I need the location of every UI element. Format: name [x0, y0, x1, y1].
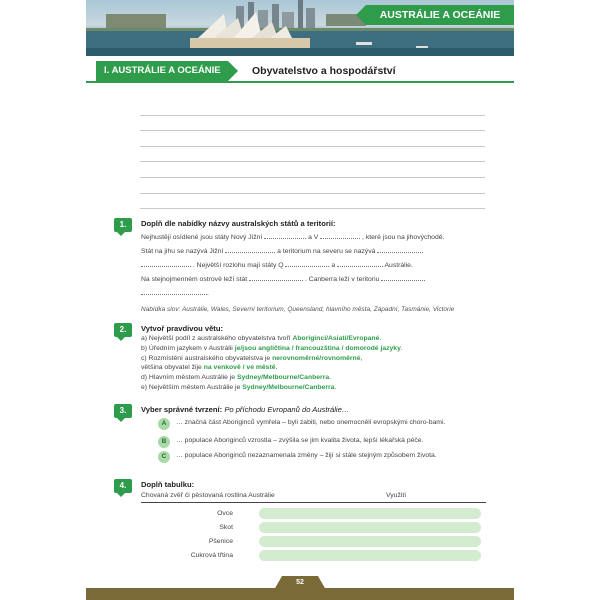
ex2-punct: . — [379, 335, 382, 342]
table-row — [141, 550, 486, 562]
ex2-punct: . — [334, 383, 337, 391]
blank-field[interactable] — [381, 274, 425, 281]
blank-field[interactable] — [377, 246, 423, 253]
exercise-4-number: 4. — [114, 479, 132, 493]
ex2-punct: . — [329, 374, 332, 382]
option-a[interactable] — [158, 418, 488, 434]
header-banner — [86, 0, 514, 56]
section-header — [86, 61, 514, 81]
table-col-crop: Chovaná zvěř či pěstovaná rostlina Austrálie — [141, 492, 275, 499]
choice-b[interactable]: je/jsou angličtina / francouzština / domorodé jazyky — [234, 344, 401, 352]
blank-field[interactable] — [225, 246, 275, 253]
table-row — [141, 522, 486, 534]
blank-field[interactable] — [320, 232, 360, 239]
ex1-text: a V — [308, 234, 319, 241]
row-label: Pšenice — [208, 538, 233, 545]
answer-field[interactable] — [259, 508, 481, 519]
ex2-c2-text: většina obyvatel žije — [141, 364, 204, 372]
ex2-punct: . — [275, 364, 278, 372]
ex1-text: Nejhustěji osídlené jsou státy Nový Jižní — [141, 234, 263, 241]
answer-field[interactable] — [259, 550, 481, 561]
section-title: Obyvatelstvo a hospodářství — [252, 65, 396, 77]
option-b-text: … populace Aboriginců vzrostla – zvýšila se jim kvalita života, lepší lékařská péče. — [176, 437, 424, 444]
word-offer-text: Austrálie, Wales, Severní teritorium, Queensland, hlavního města, Západní, Tasmánie, Victorie — [181, 306, 455, 313]
ex2-c-text: c) Rozmístění australského obyvatelstva je — [141, 354, 273, 362]
section-tag: I. AUSTRÁLIE A OCEÁNIE — [96, 61, 228, 81]
ex1-text: . Největší rozlohu mají státy Q — [192, 262, 284, 269]
word-offer — [141, 305, 486, 315]
exercise-1-number: 1. — [114, 218, 132, 232]
workbook-page — [86, 0, 514, 600]
choice-c[interactable]: nerovnoměrné/rovnoměrné — [272, 354, 361, 362]
word-offer-label: Nabídka slov: — [141, 306, 181, 313]
writing-area[interactable] — [140, 100, 485, 209]
exercise-3-number: 3. — [114, 404, 132, 418]
ex2-a-text: a) Největší podíl z australského obyvatelstva tvoří — [141, 335, 293, 342]
ex1-text: . Canberra leží v teritoriu — [304, 276, 380, 283]
option-c-badge[interactable]: C — [158, 451, 170, 463]
row-label: Cukrová třtina — [190, 552, 233, 559]
exercise-4-title: Doplň tabulku: — [141, 480, 195, 489]
answer-field[interactable] — [259, 522, 481, 533]
exercise-3-subtitle: Po příchodu Evropanů do Austrálie… — [224, 405, 350, 414]
chapter-tab: AUSTRÁLIE A OCEÁNIE — [366, 5, 514, 25]
table-row — [141, 508, 486, 520]
blank-field[interactable] — [249, 274, 303, 281]
exercise-2-body — [141, 334, 486, 393]
table-col-use: Využití — [386, 492, 407, 499]
ex1-text: , které jsou na jihovýchodě. — [362, 234, 445, 241]
answer-field[interactable] — [259, 536, 481, 547]
ex2-punct: . — [400, 344, 403, 352]
ex1-text: Na stejnojmenném ostrově leží stát — [141, 276, 248, 283]
ex2-e-text: e) Největším městem Austrálie je — [141, 383, 243, 391]
row-label: Ovce — [217, 510, 233, 517]
choice-c2[interactable]: na venkově / ve městě — [203, 364, 276, 372]
section-divider — [86, 81, 514, 83]
blank-field[interactable] — [337, 260, 383, 267]
choice-e[interactable]: Sydney/Melbourne/Canberra — [242, 383, 335, 391]
ex2-d-text: d) Hlavním městem Austrálie je — [141, 374, 237, 382]
table-row — [141, 536, 486, 548]
exercise-2-number: 2. — [114, 323, 132, 337]
option-a-badge[interactable]: A — [158, 418, 170, 430]
option-c[interactable] — [158, 451, 488, 467]
blank-field[interactable] — [141, 288, 207, 295]
ex2-b-text: b) Úředním jazykem v Austrálii — [141, 344, 235, 352]
ex1-text: a — [331, 262, 336, 269]
ex1-text: Austrálie. — [384, 262, 413, 269]
option-b[interactable] — [158, 436, 488, 448]
option-b-badge[interactable]: B — [158, 436, 170, 448]
blank-field[interactable] — [285, 260, 329, 267]
choice-a[interactable]: Aboriginci/Asiati/Evropané — [292, 335, 380, 342]
option-a-text: … značná část Aboriginců vymřela – byli zabiti, nebo onemocněli evropskými choro-bami. — [176, 419, 446, 426]
page-number: 52 — [282, 576, 318, 590]
exercise-3-title-text: Vyber správné tvrzení: — [141, 405, 223, 414]
ex2-punct: , — [360, 354, 363, 362]
row-label: Skot — [219, 524, 233, 531]
option-c-text: … populace Aboriginců nezaznamenala změny – žijí si stále stejným způsobem života. — [176, 452, 437, 459]
exercise-1-body: Nejhustěji osídlené jsou státy Nový Jižní a V , které jsou na jihovýchodě. Stát na jihu se nazývá Jižní a teritorium na severu se nazývá . Největší rozlohu mají státy Q a Austrálie. Na stejnojmenném ostrově leží stát . Canberra leží v teritoriu . Nabídka slov: Austrálie, Wales, Severní teritorium, Queensland, hlavního města, Západní, Tasmánie, Victorie — [141, 232, 486, 315]
ex1-text: a teritorium na severu se nazývá — [277, 248, 376, 255]
blank-field[interactable] — [141, 260, 191, 267]
exercise-2-title: Vytvoř pravdivou větu: — [141, 324, 224, 333]
exercise-1-title: Doplň dle nabídky názvy australských států a teritorií: — [141, 219, 336, 228]
blank-field[interactable] — [264, 232, 306, 239]
choice-d[interactable]: Sydney/Melbourne/Canberra — [236, 374, 330, 382]
ex1-text: Stát na jihu se nazývá Jižní — [141, 248, 224, 255]
table-header — [141, 492, 486, 503]
exercise-3-title — [141, 405, 349, 414]
